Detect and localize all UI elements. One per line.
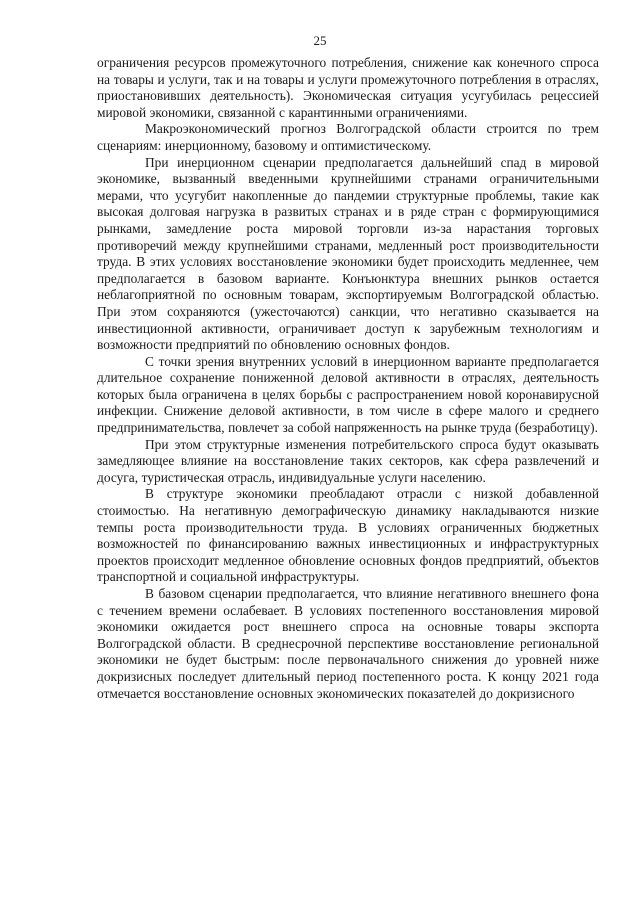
document-body: [97, 55, 599, 702]
paragraph-consumer-demand: При этом структурные изменения потребительского спроса будут оказывать замедляющее влияние на восстановление таких секторов, как сфера развлечений и досуга, туристическая отрасль, индивидуальные услуги населению.: [97, 436, 599, 485]
paragraph-inertial-scenario: При инерционном сценарии предполагается дальнейший спад в мировой экономике, вызванный введенными крупнейшими странами ограничительными мерами, что усугубит накопленные до пандемии структурные проблемы, такие как высокая долговая нагрузка в развитых странах и в ряде стран с формирующимися рынками, замедление роста мировой торговли из-за нарастания торговых противоречий между крупнейшими странами, медленный рост производительности труда. В этих условиях восстановление экономики будет происходить медленнее, чем предполагается в базовом варианте. Конъюнктура внешних рынков остается неблагоприятной по основным товарам, экспортируемым Волгоградской областью. При этом сохраняются (ужесточаются) санкции, что негативно сказывается на инвестиционной активности, ограничивает доступ к зарубежным технологиям и возможности предприятий по обновлению основных фондов.: [97, 154, 599, 353]
paragraph-economy-structure: В структуре экономики преобладают отрасли с низкой добавленной стоимостью. На негативную демографическую динамику накладываются низкие темпы роста производительности труда. В условиях ограниченных бюджетных возможностей по финансированию важных инвестиционных и инфраструктурных проектов происходит медленное обновление основных фондов предприятий, объектов транспортной и социальной инфраструктуры.: [97, 486, 599, 585]
paragraph-forecast-scenarios: Макроэкономический прогноз Волгоградской области строится по трем сценариям: инерционному, базовому и оптимистическому.: [97, 121, 599, 153]
paragraph-internal-conditions: С точки зрения внутренних условий в инерционном варианте предполагается длительное сохранение пониженной деловой активности в отраслях, деятельность которых была ограничена в целях борьбы с распространением новой коронавирусной инфекции. Снижение деловой активности, в том числе в сфере малого и среднего предпринимательства, повлечет за собой напряженность на рынке труда (безработицу).: [97, 353, 599, 436]
paragraph-continuation: ограничения ресурсов промежуточного потребления, снижение как конечного спроса на товары и услуги, так и на товары и услуги промежуточного потребления в отраслях, приостановивших деятельность). Экономическая ситуация усугубилась рецессией мировой экономики, связанной с карантинными ограничениями.: [97, 55, 599, 120]
page-number: 25: [313, 33, 327, 48]
paragraph-base-scenario: В базовом сценарии предполагается, что влияние негативного внешнего фона с течением времени ослабевает. В условиях постепенного восстановления мировой экономики ожидается рост внешнего спроса на основные товары экспорта Волгоградской области. В среднесрочной перспективе восстановление региональной экономики не будет быстрым: после первоначального снижения до уровней ниже докризисных последует длительный период постепенного роста. К концу 2021 года отмечается восстановление основных экономических показателей до докризисного: [97, 586, 599, 701]
